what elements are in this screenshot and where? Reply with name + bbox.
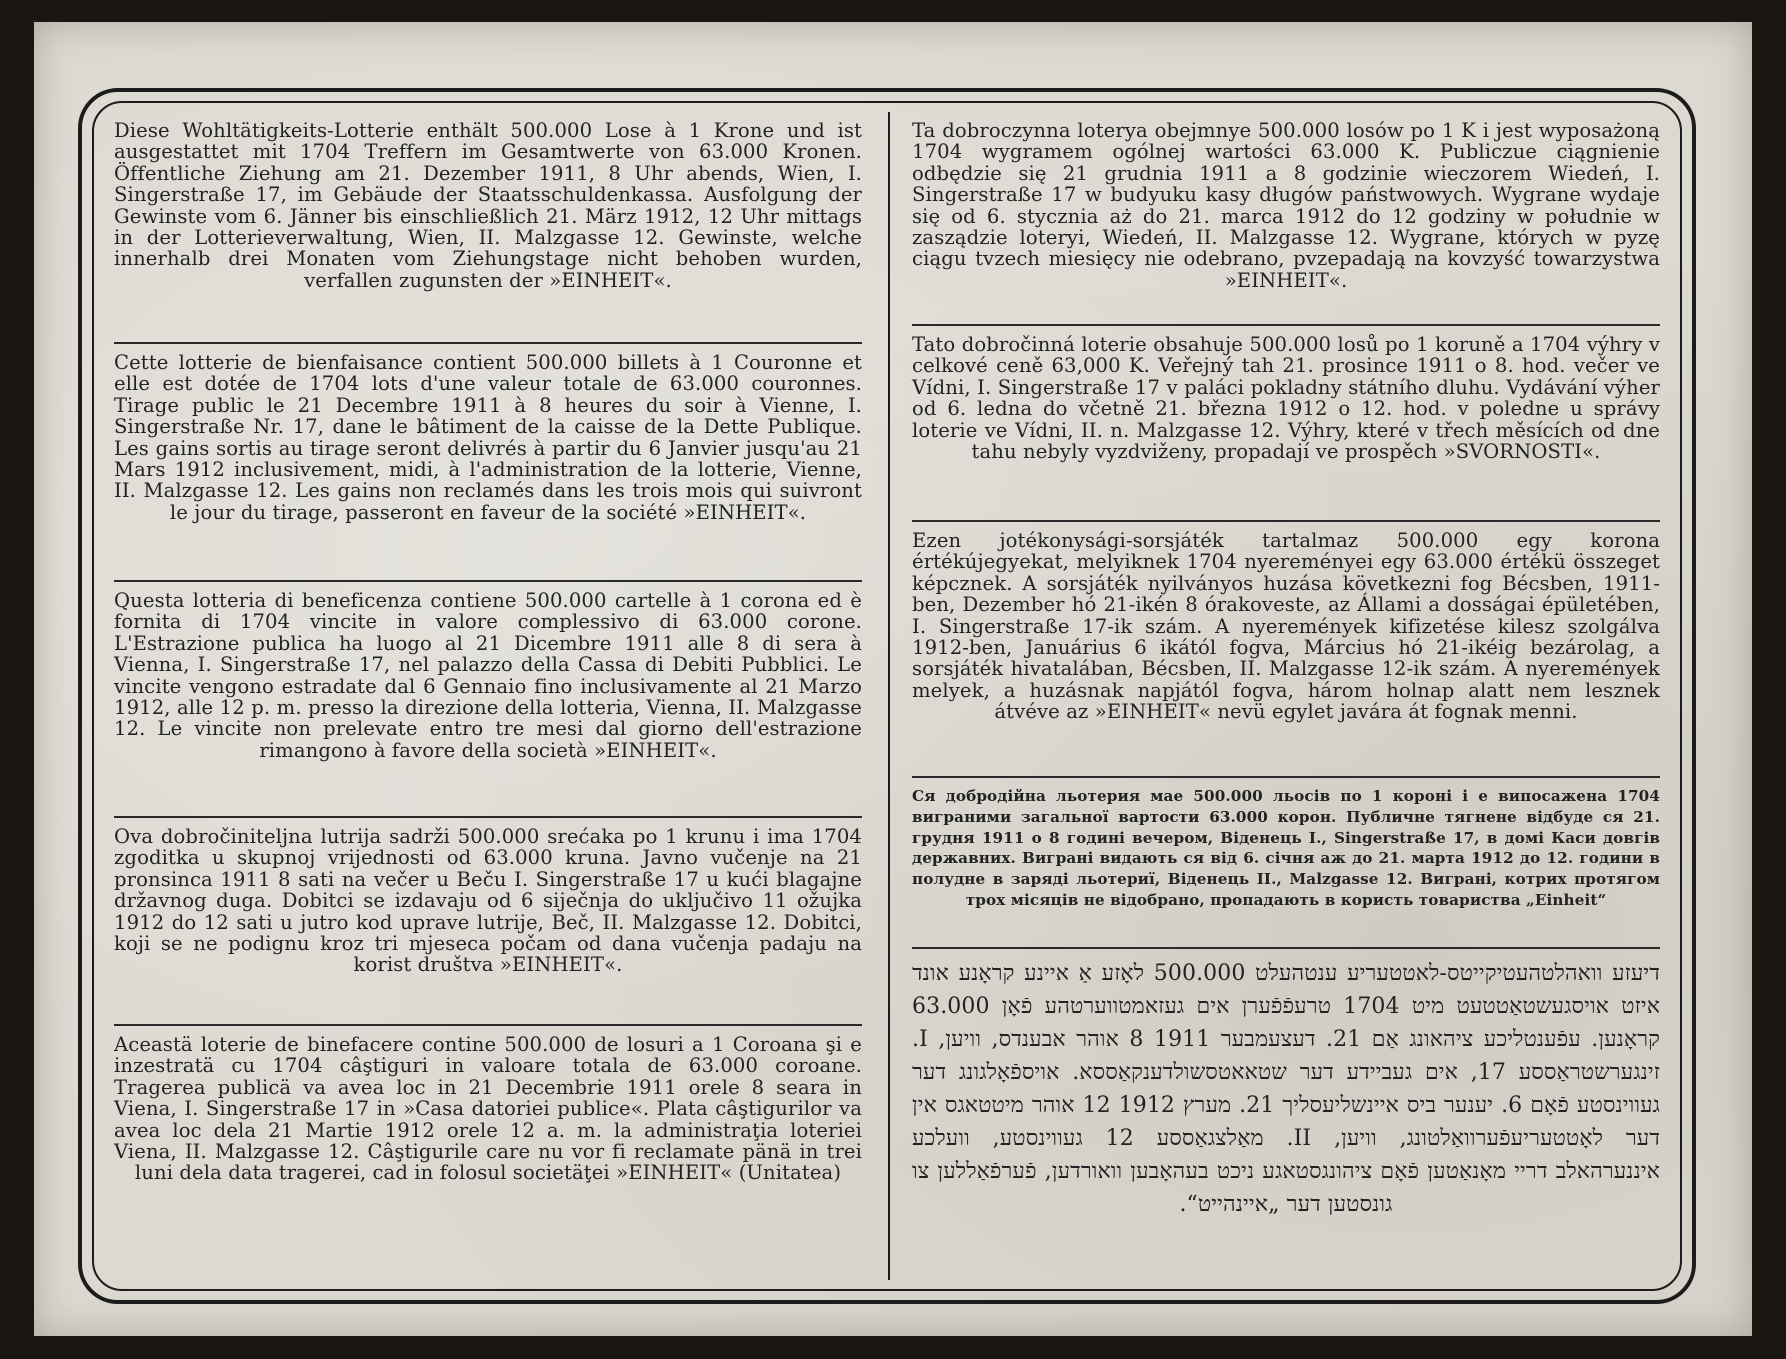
- paragraph-polish: Ta dobroczynna loterya obejmnye 500.000 losów po 1 K i jest wyposażoną 1704 wygramem ogólnej wartości 63.000 K. Publiczue ciągnienie odbędzie się 21 grudnia 1911 a 8 godzinie wieczorem Wiedeń, I. Singerstraße 17 w budyuku kasy długów państwowych. Wygrane wydaje się od 6. stycznia aż do 21. marca 1912 do 12 godziny w południe w zasządzie loteryi, Wiedeń, II. Malzgasse 12. Wygrane, których w pyzę ciągu tvzech miesięcy nie odebrano, pvzepadają na kovzyść towarzystwa »EINHEIT«.: [912, 119, 1660, 292]
- text-block-czech: [912, 332, 1660, 522]
- text-block-italian: [114, 588, 862, 818]
- paragraph-french: Cette lotterie de bienfaisance contient 500.000 billets à 1 Couronne et elle est dotée de 1704 lots d'une valeur totale de 63.000 couronnes. Tirage public le 21 Decembre 1911 à 8 heures du soir à Vienne, I. Singerstraße Nr. 17, dane le bâtiment de la caisse de la Dette Publique. Les gains sortis au tirage seront delivrés à partir du 6 Janvier jusqu'au 21 Mars 1912 inclusivement, midi, à l'administration de la lotterie, Vienne, II. Malzgasse 12. Les gains non reclamés dans les trois mois qui suivront le jour du tirage, passeront en faveur de la société »EINHEIT«.: [114, 351, 862, 524]
- left-column: [114, 118, 862, 1258]
- paragraph-croatian: Ova dobročiniteljna lutrija sadrži 500.000 srećaka po 1 krunu i ima 1704 zgoditka u skupnoj vrijednosti od 63.000 kruna. Javno vučenje na 21 pronsinca 1911 8 sati na večer u Beču I. Singerstraße 17 u kući blagajne državnog duga. Dobitci se izdavaju od 6 siječnja do uključivo 11 ožujka 1912 do 12 sati u jutro kod uprave lutrije, Beč, II. Malzgasse 12. Dobitci, koji se ne podignu kroz tri mjeseca počam od dana vučenja padaju na korist društva »EINHEIT«.: [114, 825, 862, 977]
- text-block-hungarian: [912, 528, 1660, 778]
- right-column: [912, 118, 1660, 1293]
- text-block-ukrainian: [912, 784, 1660, 949]
- text-block-croatian: [114, 824, 862, 1026]
- text-block-romanian: [114, 1032, 862, 1252]
- paragraph-romanian: Aceastä loterie de binefacere contine 500.000 de losuri a 1 Coroana şi e inzestratä cu 1704 câştiguri in valoare totala de 63.000 coroane. Tragerea publicä va avea loc in 21 Decembrie 1911 orele 8 seara in Viena, I. Singerstraße 17 in »Casa datoriei publice«. Plata câştigurilor va avea loc dela 21 Martie 1912 orele 12 a. m. la administraţia loteriei Viena, II. Malzgasse 12. Câştigurile care nu vor fi reclamate pänä in trei luni dela data tragerei, cad in folosul societäţei »EINHEIT« (Unitatea): [114, 1033, 862, 1185]
- paragraph-italian: Questa lotteria di beneficenza contiene 500.000 cartelle à 1 corona ed è fornita di 1704 vincite in valore complessivo di 63.000 corone. L'Estrazione publica ha luogo al 21 Dicembre 1911 alle 8 di sera à Vienna, I. Singerstraße 17, nel palazzo della Cassa di Debiti Pubblici. Le vincite vengono estradate dal 6 Gennaio fino inclusivamente al 21 Marzo 1912, alle 12 p. m. presso la direzione della lotteria, Vienna, II. Malzgasse 12. Le vincite non prelevate entro tre mesi dal giorno dell'estrazione rimangono à favore della società »EINHEIT«.: [114, 589, 862, 762]
- text-block-yiddish: [912, 955, 1660, 1287]
- paragraph-yiddish: דיעזע וואהלטהעטיקייטס-לאטטעריע ענטהעלט 500.000 לאָזע אַ איינע קראָנע אונד איזט אויסגעשטאַטטעט מיט 1704 טרעפֿפֿערן אים געזאמטווערטהע פֿאָן 63.000 קראָנען. עפֿענטליכע ציהאונג אַם 21. דעצעמבער 1911 8 אוהר אבענדס, וויען, I. זינגערשטראַססע 17, אים געביידע דער שטאאטסשולדענקאַססא. אויספֿאָלגונג דער געווינסטע פֿאָם 6. יענער ביס איינשליעסליך 21. מערץ 1912 12 אוהר מיטטאגס אין דער לאָטטעריעפֿערוואַלטונג, וויען, II. מאַלצגאַססע 12 געווינסטע, וועלכע איננערהאלב דריי מאָנאַטען פֿאָם ציהונגסטאגע ניכט בעהאָבען וואורדען, פֿערפֿאַללען צו גונסטען דער „איינהייט“.: [912, 961, 1661, 1217]
- text-block-polish: [912, 118, 1660, 326]
- column-divider: [888, 112, 890, 1280]
- paragraph-ukrainian: Ся добродійна льотерия мае 500.000 льосів по 1 короні і е випосажена 1704 виграними загальної вартости 63.000 корон. Публичне тягнене відбуде ся 21. грудня 1911 о 8 годині вечером, Віденець I., Singerstraße 17, в домі Каси довгів державних. Виграні видають ся від 6. січня аж до 21. марта 1912 до 12. години в полудне в заряді льотериї, Віденець II., Malzgasse 12. Виграні, котрих протягом трох місяців не відобрано, пропадають в користь товариства „Einheit“: [912, 787, 1660, 909]
- paragraph-czech: Tato dobročinná loterie obsahuje 500.000 losů po 1 koruně a 1704 výhry v celkové ceně 63,000 K. Veřejný tah 21. prosince 1911 o 8. hod. večer ve Vídni, I. Singerstraße 17 v paláci pokladny státního dluhu. Vydávání výher od 6. ledna do včetně 21. března 1912 o 12. hod. v poledne u správy loterie ve Vídni, II. n. Malzgasse 12. Výhry, které v třech měsících od dne tahu nebyly vyzdviženy, propadají ve prospěch »SVORNOSTI«.: [912, 333, 1660, 464]
- text-block-french: [114, 350, 862, 582]
- paragraph-hungarian: Ezen jotékonysági-sorsjáték tartalmaz 500.000 egy korona értékújegyekat, melyiknek 1704 nyereményei egy 63.000 értékü összeget képcznek. A sorsjáték nyilványos huzása következni fog Bécsben, 1911-ben, Dezember hó 21-ikén 8 órakoveste, az Állami a dosságai épületében, I. Singerstraße 17-ik szám. A nyeremények kifizetése kilesz szolgálva 1912-ben, Januárius 6 ikától fogva, Március hó 21-ikéig bezárolag, a sorsjáték hivatalában, Bécsben, II. Malzgasse 12-ik szám. A nyeremények melyek, a huzásnak napjától fogva, három holnap alatt nem lesznek átvéve az »EINHEIT« nevü egylet javára át fognak menni.: [912, 529, 1660, 724]
- text-block-german: [114, 118, 862, 344]
- paragraph-german: Diese Wohltätigkeits-Lotterie enthält 500.000 Lose à 1 Krone und ist ausgestattet mit 1704 Treffern im Gesamtwerte von 63.000 Kronen. Öffentliche Ziehung am 21. Dezember 1911, 8 Uhr abends, Wien, I. Singerstraße 17, im Gebäude der Staatsschuldenkassa. Ausfolgung der Gewinste vom 6. Jänner bis einschließlich 21. März 1912, 12 Uhr mittags in der Lotterieverwaltung, Wien, II. Malzgasse 12. Gewinste, welche innerhalb drei Monaten vom Ziehungstage nicht behoben wurden, verfallen zugunsten der »EINHEIT«.: [114, 119, 862, 292]
